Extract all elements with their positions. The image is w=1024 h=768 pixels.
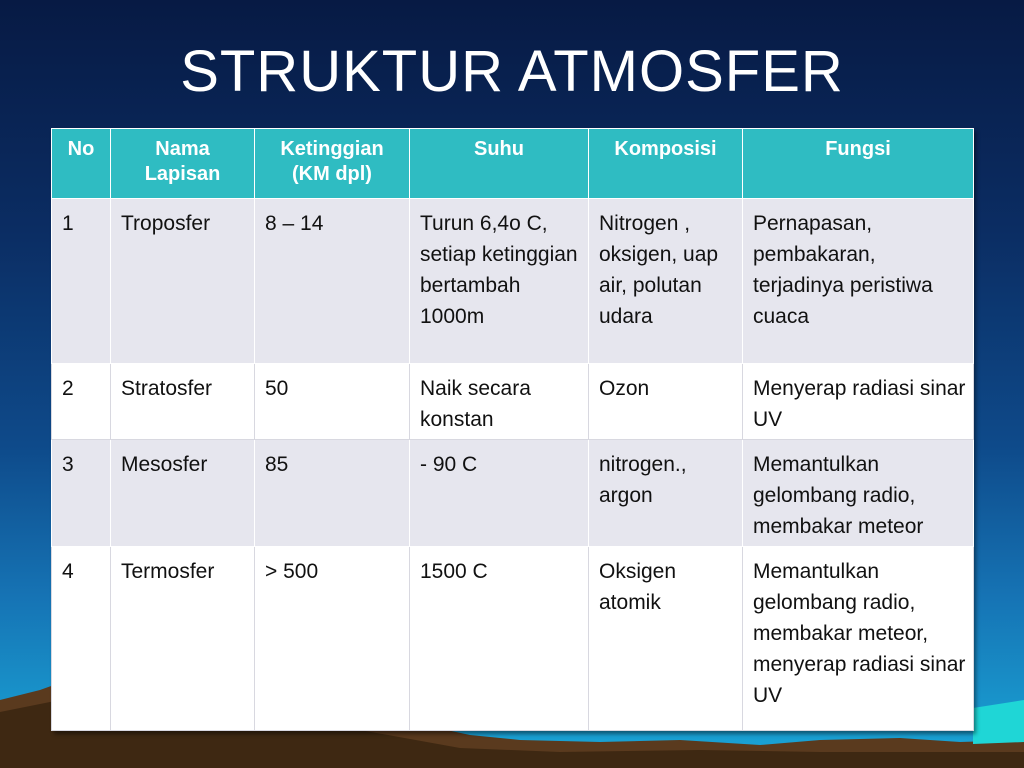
atmosphere-table-container [51, 128, 973, 731]
table-row [52, 547, 974, 731]
atmosphere-table [51, 128, 974, 731]
cell-nama-lapisan: Stratosfer [111, 364, 255, 440]
cell-komposisi: Ozon [589, 364, 743, 440]
page-title: STRUKTUR ATMOSFER [180, 39, 844, 104]
cell-fungsi: Memantulkan gelombang radio, membakar meteor [743, 440, 974, 547]
table-row [52, 199, 974, 364]
cell-fungsi: Menyerap radiasi sinar UV [743, 364, 974, 440]
header-fungsi: Fungsi [743, 129, 974, 199]
cell-nama-lapisan: Mesosfer [111, 440, 255, 547]
header-ketinggian: Ketinggian (KM dpl) [255, 129, 410, 199]
cell-no: 3 [52, 440, 111, 547]
cell-ketinggian: 50 [255, 364, 410, 440]
cell-ketinggian: 8 – 14 [255, 199, 410, 364]
header-no: No [52, 129, 111, 199]
cell-nama-lapisan: Troposfer [111, 199, 255, 364]
table-row [52, 440, 974, 547]
cell-komposisi: Nitrogen , oksigen, uap air, polutan udara [589, 199, 743, 364]
cell-fungsi: Memantulkan gelombang radio, membakar meteor, menyerap radiasi sinar UV [743, 547, 974, 731]
cell-suhu: 1500 C [410, 547, 589, 731]
cell-ketinggian: 85 [255, 440, 410, 547]
header-nama-lapisan: Nama Lapisan [111, 129, 255, 199]
cell-suhu: - 90 C [410, 440, 589, 547]
cell-suhu: Turun 6,4o C, setiap ketinggian bertambah 1000m [410, 199, 589, 364]
cell-no: 4 [52, 547, 111, 731]
table-header-row [52, 129, 974, 199]
sea-shape [973, 700, 1024, 744]
cell-no: 1 [52, 199, 111, 364]
cell-komposisi: Oksigen atomik [589, 547, 743, 731]
cell-no: 2 [52, 364, 111, 440]
cell-fungsi: Pernapasan, pembakaran, terjadinya peristiwa cuaca [743, 199, 974, 364]
cell-ketinggian: > 500 [255, 547, 410, 731]
cell-komposisi: nitrogen., argon [589, 440, 743, 547]
cell-nama-lapisan: Termosfer [111, 547, 255, 731]
table-row [52, 364, 974, 440]
header-suhu: Suhu [410, 129, 589, 199]
header-komposisi: Komposisi [589, 129, 743, 199]
cell-suhu: Naik secara konstan [410, 364, 589, 440]
